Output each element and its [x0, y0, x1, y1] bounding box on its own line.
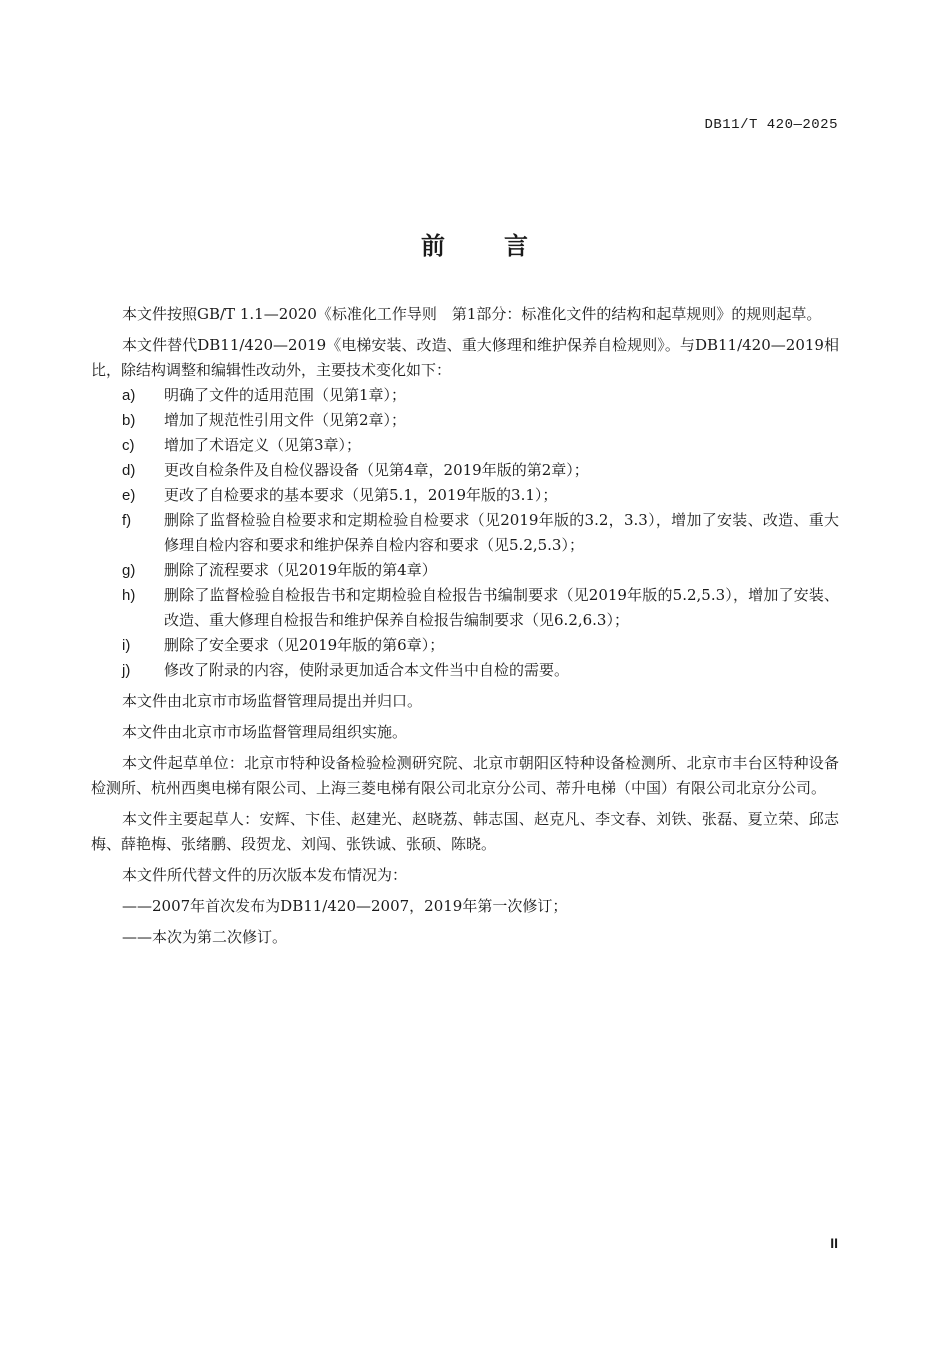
list-marker: f) — [122, 512, 132, 529]
list-item — [91, 583, 839, 633]
list-marker: a) — [122, 387, 136, 404]
list-item — [91, 483, 839, 508]
history-item-current: ——本次为第二次修订。 — [122, 928, 288, 946]
paragraph-replacement: 本文件替代DB11/420—2019《电梯安装、改造、重大修理和维护保养自检规则》。与DB11/420—2019相比，除结构调整和编辑性改动外，主要技术变化如下： — [91, 336, 839, 379]
list-text: 删除了流程要求（见2019年版的第4章） — [164, 561, 437, 579]
paragraph-drafting-rules: 本文件按照GB/T 1.1—2020《标准化工作导则 第1部分：标准化文件的结构和起草规则》的规则起草。 — [122, 305, 822, 323]
document-code: DB11/T 420—2025 — [704, 117, 838, 133]
list-text: 明确了文件的适用范围（见第1章）； — [164, 386, 407, 404]
list-item — [91, 633, 839, 658]
list-item — [91, 408, 839, 433]
list-marker: b) — [122, 412, 136, 429]
list-item — [91, 658, 839, 683]
paragraph-implementer: 本文件由北京市市场监督管理局组织实施。 — [122, 723, 408, 741]
list-text: 删除了安全要求（见2019年版的第6章）； — [164, 636, 445, 654]
paragraph-history-intro: 本文件所代替文件的历次版本发布情况为： — [122, 866, 408, 884]
list-item — [91, 433, 839, 458]
list-marker: h) — [122, 587, 136, 604]
title-char-1: 前 — [421, 232, 446, 260]
page-number: II — [830, 1235, 838, 1251]
list-marker: c) — [122, 437, 135, 454]
list-marker: d) — [122, 462, 136, 479]
history-item-first: ——2007年首次发布为DB11/420—2007，2019年第一次修订； — [122, 897, 568, 915]
list-marker: j) — [122, 662, 131, 679]
list-marker: i) — [122, 637, 131, 654]
list-item — [91, 558, 839, 583]
paragraph-drafting-units: 本文件起草单位：北京市特种设备检验检测研究院、北京市朝阳区特种设备检测所、北京市丰台区特种设备检测所、杭州西奥电梯有限公司、上海三菱电梯有限公司北京分公司、蒂升电梯（中国）有限公司北京分公司。 — [91, 754, 839, 797]
list-text: 增加了规范性引用文件（见第2章）； — [164, 411, 407, 429]
list-text: 更改自检条件及自检仪器设备（见第4章，2019年版的第2章）； — [164, 461, 589, 479]
paragraph-drafters: 本文件主要起草人：安辉、卞佳、赵建光、赵晓荔、韩志国、赵克凡、李文春、刘铁、张磊、夏立荣、邱志梅、薛艳梅、张绪鹏、段贺龙、刘闯、张铁诚、张硕、陈晓。 — [91, 810, 839, 853]
list-item — [91, 508, 839, 558]
document-body — [91, 302, 839, 956]
list-text: 修改了附录的内容，使附录更加适合本文件当中自检的需要。 — [164, 661, 570, 679]
paragraph-proposer: 本文件由北京市市场监督管理局提出并归口。 — [122, 692, 423, 710]
page-title — [0, 226, 950, 261]
list-item — [91, 458, 839, 483]
changes-list — [91, 383, 839, 683]
list-marker: g) — [122, 562, 136, 579]
list-text: 删除了监督检验自检报告书和定期检验自检报告书编制要求（见2019年版的5.2,5.3），增加了安装、改造、重大修理自检报告和维护保养自检报告编制要求（见6.2,6.3）； — [164, 586, 839, 629]
list-text: 增加了术语定义（见第3章）； — [164, 436, 362, 454]
list-item — [91, 383, 839, 408]
list-marker: e) — [122, 487, 136, 504]
list-text: 删除了监督检验自检要求和定期检验自检要求（见2019年版的3.2，3.3），增加了安装、改造、重大修理自检内容和要求和维护保养自检内容和要求（见5.2,5.3）； — [164, 511, 839, 554]
title-char-2: 言 — [504, 232, 529, 260]
list-text: 更改了自检要求的基本要求（见第5.1，2019年版的3.1）； — [164, 486, 558, 504]
